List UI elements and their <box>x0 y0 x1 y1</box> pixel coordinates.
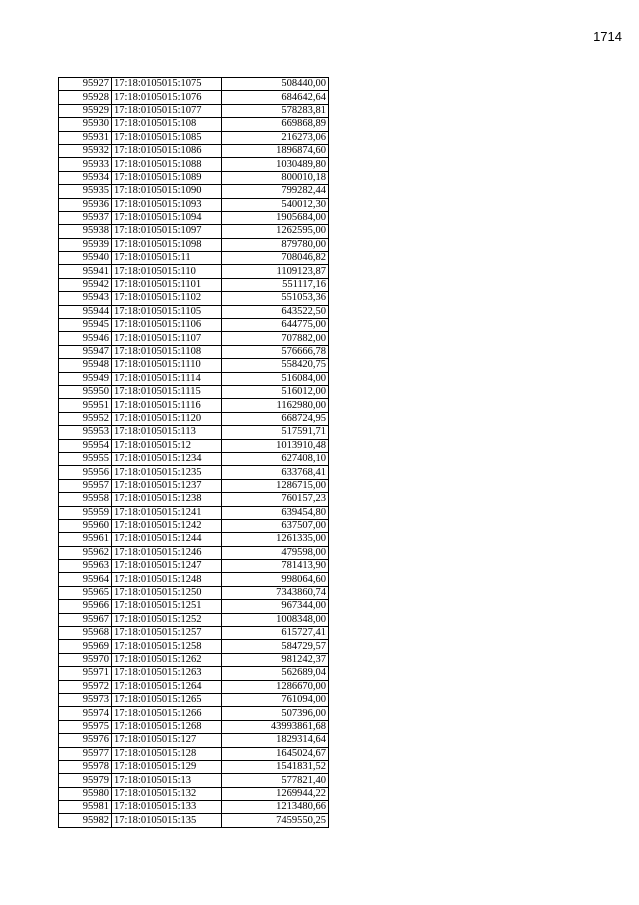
value-cell: 644775,00 <box>222 319 329 332</box>
table-row <box>59 640 329 653</box>
cadastral-number-cell: 17:18:0105015:1251 <box>112 600 222 613</box>
table-row <box>59 814 329 827</box>
table-row <box>59 720 329 733</box>
row-number-cell: 95968 <box>59 627 112 640</box>
table-row <box>59 198 329 211</box>
cadastral-number-cell: 17:18:0105015:1077 <box>112 104 222 117</box>
cadastral-number-cell: 17:18:0105015:129 <box>112 760 222 773</box>
value-cell: 508440,00 <box>222 78 329 91</box>
value-cell: 1269944,22 <box>222 787 329 800</box>
table-row <box>59 211 329 224</box>
cadastral-number-cell: 17:18:0105015:1086 <box>112 144 222 157</box>
cadastral-number-cell: 17:18:0105015:1264 <box>112 680 222 693</box>
cadastral-number-cell: 17:18:0105015:1107 <box>112 332 222 345</box>
table-row <box>59 627 329 640</box>
row-number-cell: 95960 <box>59 519 112 532</box>
cadastral-number-cell: 17:18:0105015:1085 <box>112 131 222 144</box>
row-number-cell: 95934 <box>59 171 112 184</box>
table-row <box>59 493 329 506</box>
value-cell: 7459550,25 <box>222 814 329 827</box>
row-number-cell: 95972 <box>59 680 112 693</box>
table-row <box>59 319 329 332</box>
row-number-cell: 95966 <box>59 600 112 613</box>
table-row <box>59 439 329 452</box>
cadastral-number-cell: 17:18:0105015:1094 <box>112 211 222 224</box>
table-row <box>59 171 329 184</box>
row-number-cell: 95928 <box>59 91 112 104</box>
table-row <box>59 185 329 198</box>
row-number-cell: 95954 <box>59 439 112 452</box>
value-cell: 1645024,67 <box>222 747 329 760</box>
table-row <box>59 774 329 787</box>
value-cell: 577821,40 <box>222 774 329 787</box>
value-cell: 781413,90 <box>222 560 329 573</box>
table-row <box>59 278 329 291</box>
value-cell: 760157,23 <box>222 493 329 506</box>
value-cell: 578283,81 <box>222 104 329 117</box>
table-row <box>59 653 329 666</box>
value-cell: 558420,75 <box>222 359 329 372</box>
value-cell: 584729,57 <box>222 640 329 653</box>
value-cell: 479598,00 <box>222 546 329 559</box>
value-cell: 981242,37 <box>222 653 329 666</box>
table-row <box>59 613 329 626</box>
table-row <box>59 760 329 773</box>
table-row <box>59 506 329 519</box>
cadastral-number-cell: 17:18:0105015:1097 <box>112 225 222 238</box>
cadastral-number-cell: 17:18:0105015:1258 <box>112 640 222 653</box>
value-cell: 1030489,80 <box>222 158 329 171</box>
table-row <box>59 560 329 573</box>
row-number-cell: 95958 <box>59 493 112 506</box>
value-cell: 551053,36 <box>222 292 329 305</box>
table-row <box>59 533 329 546</box>
row-number-cell: 95981 <box>59 801 112 814</box>
value-cell: 1286715,00 <box>222 479 329 492</box>
cadastral-number-cell: 17:18:0105015:1098 <box>112 238 222 251</box>
value-cell: 879780,00 <box>222 238 329 251</box>
cadastral-number-cell: 17:18:0105015:11 <box>112 252 222 265</box>
cadastral-number-cell: 17:18:0105015:1234 <box>112 452 222 465</box>
cadastral-number-cell: 17:18:0105015:1248 <box>112 573 222 586</box>
cadastral-number-cell: 17:18:0105015:1247 <box>112 560 222 573</box>
row-number-cell: 95941 <box>59 265 112 278</box>
cadastral-number-cell: 17:18:0105015:1093 <box>112 198 222 211</box>
value-cell: 1162980,00 <box>222 399 329 412</box>
row-number-cell: 95980 <box>59 787 112 800</box>
row-number-cell: 95940 <box>59 252 112 265</box>
table-body <box>59 78 329 828</box>
row-number-cell: 95970 <box>59 653 112 666</box>
table-row <box>59 385 329 398</box>
value-cell: 1829314,64 <box>222 734 329 747</box>
table-row <box>59 734 329 747</box>
row-number-cell: 95953 <box>59 426 112 439</box>
value-cell: 551117,16 <box>222 278 329 291</box>
row-number-cell: 95949 <box>59 372 112 385</box>
cadastral-number-cell: 17:18:0105015:1244 <box>112 533 222 546</box>
value-cell: 998064,60 <box>222 573 329 586</box>
value-cell: 576666,78 <box>222 345 329 358</box>
value-cell: 1013910,48 <box>222 439 329 452</box>
cadastral-number-cell: 17:18:0105015:1237 <box>112 479 222 492</box>
cadastral-number-cell: 17:18:0105015:1105 <box>112 305 222 318</box>
row-number-cell: 95963 <box>59 560 112 573</box>
value-cell: 516012,00 <box>222 385 329 398</box>
cadastral-number-cell: 17:18:0105015:1106 <box>112 319 222 332</box>
value-cell: 516084,00 <box>222 372 329 385</box>
value-cell: 669868,89 <box>222 118 329 131</box>
table-row <box>59 118 329 131</box>
cadastral-number-cell: 17:18:0105015:1088 <box>112 158 222 171</box>
table-row <box>59 144 329 157</box>
row-number-cell: 95982 <box>59 814 112 827</box>
value-cell: 1008348,00 <box>222 613 329 626</box>
row-number-cell: 95931 <box>59 131 112 144</box>
page-number: 1714 <box>593 29 622 44</box>
cadastral-number-cell: 17:18:0105015:13 <box>112 774 222 787</box>
table-row <box>59 787 329 800</box>
table-row <box>59 546 329 559</box>
cadastral-number-cell: 17:18:0105015:1263 <box>112 667 222 680</box>
table-row <box>59 399 329 412</box>
row-number-cell: 95943 <box>59 292 112 305</box>
row-number-cell: 95961 <box>59 533 112 546</box>
cadastral-number-cell: 17:18:0105015:132 <box>112 787 222 800</box>
table-row <box>59 158 329 171</box>
row-number-cell: 95948 <box>59 359 112 372</box>
value-cell: 1286670,00 <box>222 680 329 693</box>
value-cell: 562689,04 <box>222 667 329 680</box>
cadastral-number-cell: 17:18:0105015:128 <box>112 747 222 760</box>
value-cell: 1262595,00 <box>222 225 329 238</box>
row-number-cell: 95946 <box>59 332 112 345</box>
cadastral-number-cell: 17:18:0105015:1115 <box>112 385 222 398</box>
table-row <box>59 265 329 278</box>
cadastral-number-cell: 17:18:0105015:135 <box>112 814 222 827</box>
cadastral-number-cell: 17:18:0105015:1114 <box>112 372 222 385</box>
row-number-cell: 95957 <box>59 479 112 492</box>
row-number-cell: 95950 <box>59 385 112 398</box>
value-cell: 668724,95 <box>222 412 329 425</box>
value-cell: 1261335,00 <box>222 533 329 546</box>
value-cell: 216273,06 <box>222 131 329 144</box>
row-number-cell: 95975 <box>59 720 112 733</box>
cadastral-number-cell: 17:18:0105015:1089 <box>112 171 222 184</box>
row-number-cell: 95967 <box>59 613 112 626</box>
value-cell: 707882,00 <box>222 332 329 345</box>
row-number-cell: 95938 <box>59 225 112 238</box>
row-number-cell: 95927 <box>59 78 112 91</box>
row-number-cell: 95937 <box>59 211 112 224</box>
cadastral-number-cell: 17:18:0105015:1235 <box>112 466 222 479</box>
row-number-cell: 95936 <box>59 198 112 211</box>
row-number-cell: 95969 <box>59 640 112 653</box>
value-cell: 507396,00 <box>222 707 329 720</box>
cadastral-number-cell: 17:18:0105015:1102 <box>112 292 222 305</box>
table-row <box>59 372 329 385</box>
value-cell: 1541831,52 <box>222 760 329 773</box>
value-cell: 43993861,68 <box>222 720 329 733</box>
value-cell: 615727,41 <box>222 627 329 640</box>
cadastral-number-cell: 17:18:0105015:1262 <box>112 653 222 666</box>
row-number-cell: 95930 <box>59 118 112 131</box>
value-cell: 1213480,66 <box>222 801 329 814</box>
row-number-cell: 95929 <box>59 104 112 117</box>
value-cell: 627408,10 <box>222 452 329 465</box>
row-number-cell: 95932 <box>59 144 112 157</box>
cadastral-number-cell: 17:18:0105015:1257 <box>112 627 222 640</box>
cadastral-number-cell: 17:18:0105015:133 <box>112 801 222 814</box>
cadastral-number-cell: 17:18:0105015:1110 <box>112 359 222 372</box>
row-number-cell: 95944 <box>59 305 112 318</box>
row-number-cell: 95935 <box>59 185 112 198</box>
cadastral-number-cell: 17:18:0105015:1090 <box>112 185 222 198</box>
data-table <box>58 77 329 828</box>
row-number-cell: 95962 <box>59 546 112 559</box>
value-cell: 1109123,87 <box>222 265 329 278</box>
table-row <box>59 78 329 91</box>
cadastral-number-cell: 17:18:0105015:1075 <box>112 78 222 91</box>
table-row <box>59 586 329 599</box>
row-number-cell: 95942 <box>59 278 112 291</box>
table-row <box>59 452 329 465</box>
row-number-cell: 95951 <box>59 399 112 412</box>
value-cell: 633768,41 <box>222 466 329 479</box>
value-cell: 540012,30 <box>222 198 329 211</box>
value-cell: 684642,64 <box>222 91 329 104</box>
table-row <box>59 225 329 238</box>
cadastral-number-cell: 17:18:0105015:1101 <box>112 278 222 291</box>
cadastral-number-cell: 17:18:0105015:1265 <box>112 693 222 706</box>
value-cell: 761094,00 <box>222 693 329 706</box>
cadastral-number-cell: 17:18:0105015:1246 <box>112 546 222 559</box>
row-number-cell: 95959 <box>59 506 112 519</box>
cadastral-number-cell: 17:18:0105015:1268 <box>112 720 222 733</box>
value-cell: 800010,18 <box>222 171 329 184</box>
table-row <box>59 252 329 265</box>
table-row <box>59 801 329 814</box>
value-cell: 799282,44 <box>222 185 329 198</box>
row-number-cell: 95974 <box>59 707 112 720</box>
cadastral-number-cell: 17:18:0105015:12 <box>112 439 222 452</box>
cadastral-number-cell: 17:18:0105015:1252 <box>112 613 222 626</box>
row-number-cell: 95973 <box>59 693 112 706</box>
cadastral-number-cell: 17:18:0105015:1238 <box>112 493 222 506</box>
value-cell: 1896874,60 <box>222 144 329 157</box>
cadastral-number-cell: 17:18:0105015:1120 <box>112 412 222 425</box>
row-number-cell: 95945 <box>59 319 112 332</box>
value-cell: 967344,00 <box>222 600 329 613</box>
table-row <box>59 305 329 318</box>
cadastral-number-cell: 17:18:0105015:110 <box>112 265 222 278</box>
table-row <box>59 479 329 492</box>
cadastral-number-cell: 17:18:0105015:127 <box>112 734 222 747</box>
row-number-cell: 95955 <box>59 452 112 465</box>
table-row <box>59 292 329 305</box>
table-row <box>59 573 329 586</box>
row-number-cell: 95947 <box>59 345 112 358</box>
value-cell: 517591,71 <box>222 426 329 439</box>
row-number-cell: 95976 <box>59 734 112 747</box>
row-number-cell: 95964 <box>59 573 112 586</box>
value-cell: 708046,82 <box>222 252 329 265</box>
row-number-cell: 95956 <box>59 466 112 479</box>
value-cell: 7343860,74 <box>222 586 329 599</box>
value-cell: 1905684,00 <box>222 211 329 224</box>
table-row <box>59 693 329 706</box>
table-row <box>59 91 329 104</box>
value-cell: 639454,80 <box>222 506 329 519</box>
row-number-cell: 95977 <box>59 747 112 760</box>
row-number-cell: 95965 <box>59 586 112 599</box>
cadastral-number-cell: 17:18:0105015:1242 <box>112 519 222 532</box>
value-cell: 643522,50 <box>222 305 329 318</box>
table-row <box>59 519 329 532</box>
row-number-cell: 95952 <box>59 412 112 425</box>
table-row <box>59 104 329 117</box>
table-row <box>59 667 329 680</box>
cadastral-number-cell: 17:18:0105015:1250 <box>112 586 222 599</box>
row-number-cell: 95939 <box>59 238 112 251</box>
table-row <box>59 466 329 479</box>
cadastral-number-cell: 17:18:0105015:113 <box>112 426 222 439</box>
row-number-cell: 95971 <box>59 667 112 680</box>
table-row <box>59 426 329 439</box>
row-number-cell: 95978 <box>59 760 112 773</box>
row-number-cell: 95979 <box>59 774 112 787</box>
table-row <box>59 747 329 760</box>
table-row <box>59 345 329 358</box>
cadastral-number-cell: 17:18:0105015:1076 <box>112 91 222 104</box>
table-row <box>59 600 329 613</box>
cadastral-number-cell: 17:18:0105015:1108 <box>112 345 222 358</box>
table-row <box>59 707 329 720</box>
table-row <box>59 680 329 693</box>
cadastral-number-cell: 17:18:0105015:1241 <box>112 506 222 519</box>
table-row <box>59 359 329 372</box>
value-cell: 637507,00 <box>222 519 329 532</box>
cadastral-number-cell: 17:18:0105015:108 <box>112 118 222 131</box>
cadastral-number-cell: 17:18:0105015:1266 <box>112 707 222 720</box>
row-number-cell: 95933 <box>59 158 112 171</box>
table-row <box>59 131 329 144</box>
table-row <box>59 332 329 345</box>
table-row <box>59 412 329 425</box>
cadastral-number-cell: 17:18:0105015:1116 <box>112 399 222 412</box>
table-row <box>59 238 329 251</box>
